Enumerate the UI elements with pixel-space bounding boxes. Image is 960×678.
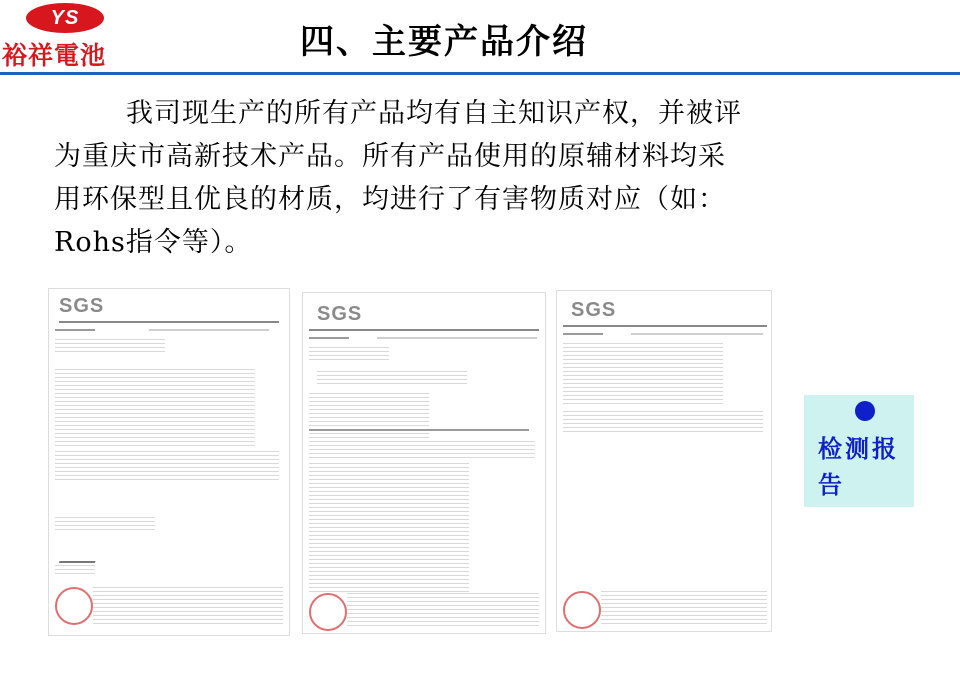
bullet-dot-icon <box>855 401 875 421</box>
company-logo <box>2 0 132 72</box>
test-report-image-1 <box>48 288 290 636</box>
report-header-rule <box>309 329 539 331</box>
test-conclusion <box>55 451 279 481</box>
signature-mark <box>59 551 99 563</box>
certification-seal <box>309 593 347 631</box>
paragraph-line-1: 我司现生产的所有产品均有自主知识产权，并被评 <box>126 98 742 129</box>
paragraph-line-3: 用环保型且优良的材质，均进行了有害物质对应（如： <box>54 184 726 215</box>
test-report-label-box <box>804 395 914 507</box>
report-header-rule <box>59 321 279 323</box>
report-number <box>149 329 269 331</box>
sgs-logo: SGS <box>317 303 363 325</box>
test-report-label: 检测报告 <box>818 434 899 499</box>
title-divider <box>0 72 960 75</box>
test-notes <box>563 411 763 435</box>
logo-company-name: 裕祥電池 <box>2 41 107 70</box>
report-header-rule <box>563 325 767 327</box>
paragraph-line-4: Rohs指令等）。 <box>54 227 253 258</box>
test-method-heading <box>309 429 529 431</box>
results-table <box>563 343 723 405</box>
signing-company <box>55 517 155 531</box>
report-disclaimer <box>601 591 767 627</box>
logo-badge: YS <box>26 3 104 33</box>
report-heading <box>55 329 95 331</box>
report-disclaimer <box>93 587 283 627</box>
sgs-logo: SGS <box>571 299 617 321</box>
client-info <box>55 339 165 353</box>
report-number <box>631 333 763 335</box>
test-report-image-2 <box>302 292 546 634</box>
results-table <box>309 463 469 593</box>
intro-paragraph <box>54 92 904 264</box>
test-method <box>309 441 535 461</box>
page-title: 四、主要产品介绍 <box>300 22 588 62</box>
sample-table <box>317 371 467 387</box>
sgs-logo: SGS <box>59 295 105 317</box>
report-number <box>377 337 537 339</box>
test-notes <box>309 393 429 443</box>
report-heading <box>309 337 349 339</box>
report-heading <box>563 333 603 335</box>
sample-info <box>55 369 255 447</box>
test-report-image-3 <box>556 290 772 632</box>
client-info <box>309 347 389 363</box>
certification-seal <box>563 591 601 629</box>
certification-seal <box>55 587 93 625</box>
signatory-name <box>55 565 95 575</box>
paragraph-line-2: 为重庆市高新技术产品。所有产品使用的原辅材料均采 <box>54 141 726 172</box>
report-disclaimer <box>347 593 539 629</box>
